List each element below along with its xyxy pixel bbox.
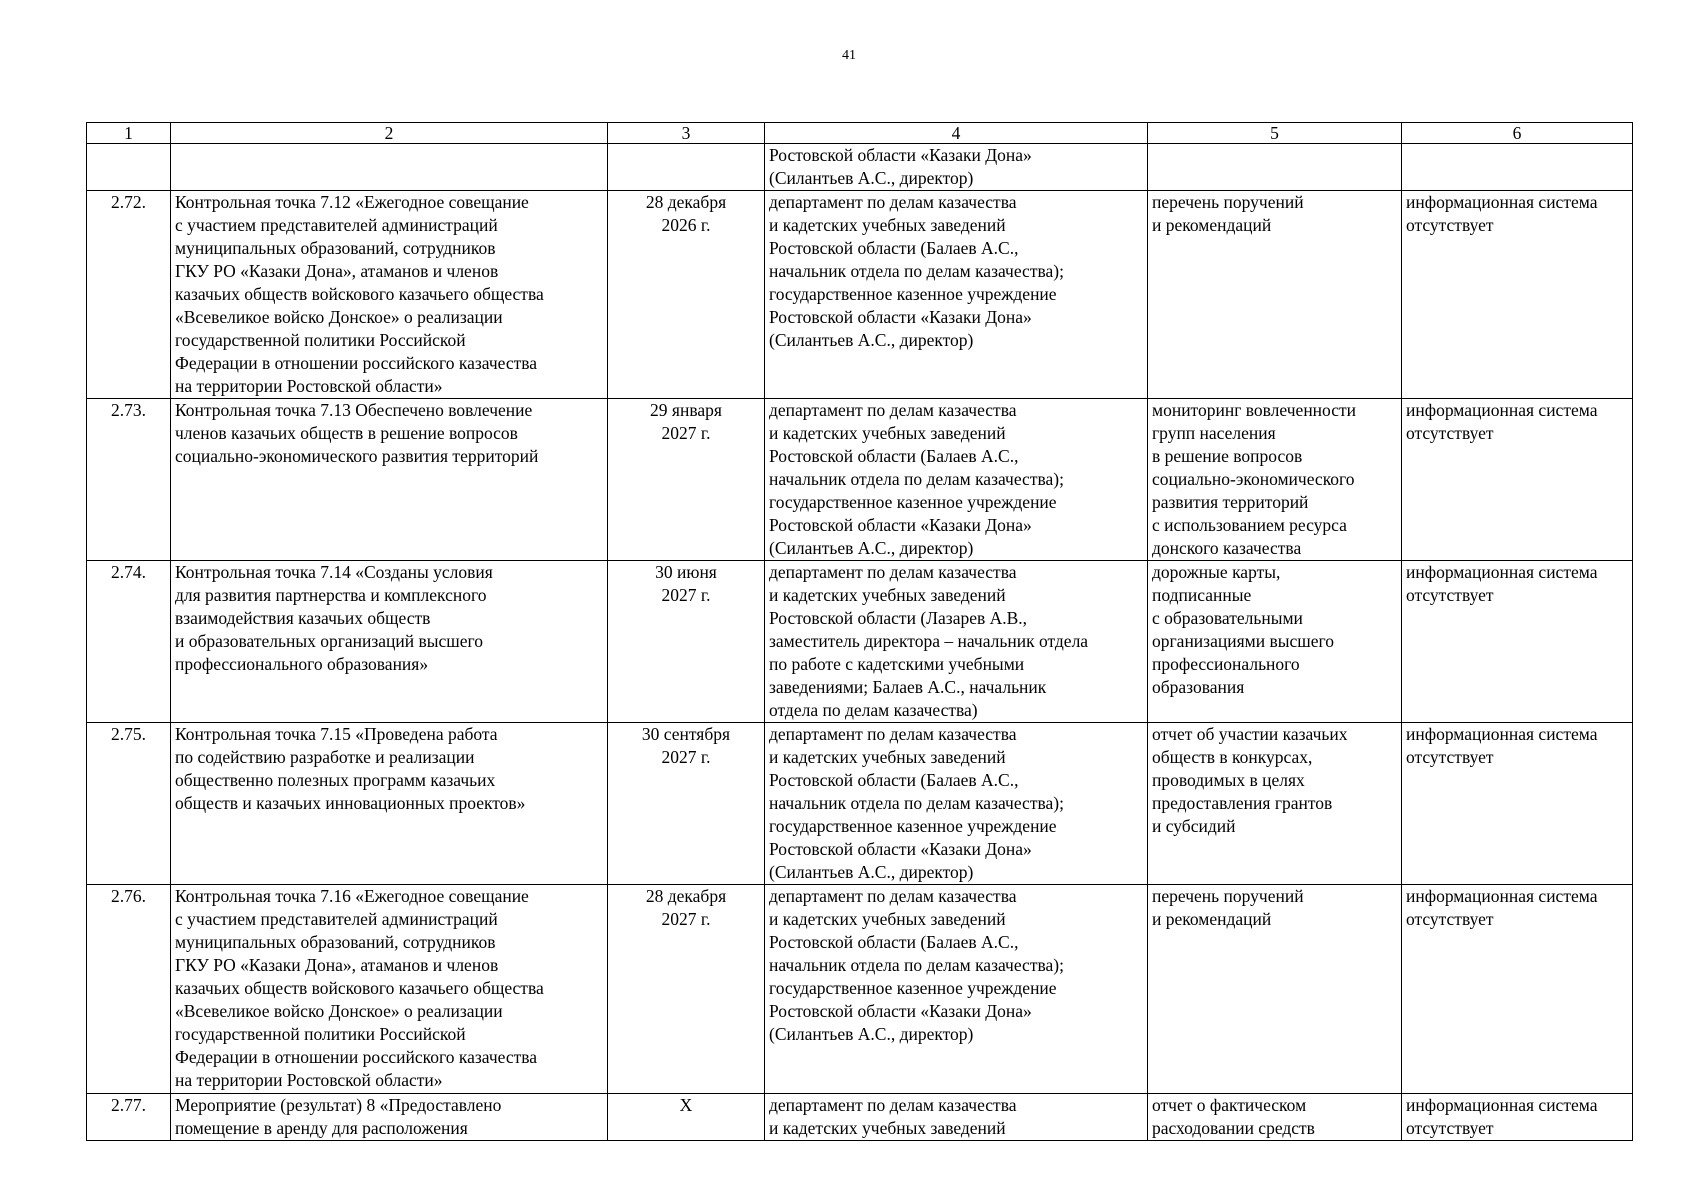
- column-header: 2: [171, 123, 608, 144]
- deadline-date-line: 28 декабря: [645, 192, 727, 212]
- control-point-title-line: взаимодействия казачьих обществ: [175, 608, 431, 628]
- deadline-date: [608, 723, 765, 885]
- responsible-executor-line: и кадетских учебных заведений: [769, 909, 1006, 929]
- responsible-executor-line: (Силантьев А.С., директор): [769, 862, 974, 882]
- column-header: 4: [765, 123, 1148, 144]
- information-system-line: информационная система: [1406, 400, 1598, 420]
- information-system-line: информационная система: [1406, 192, 1598, 212]
- deadline-date-line: 28 декабря: [645, 886, 727, 906]
- control-point-title-line: по содействию разработке и реализации: [175, 747, 475, 767]
- confirming-document-line: перечень поручений: [1152, 886, 1304, 906]
- table-row: [87, 561, 1633, 723]
- responsible-executor: [765, 885, 1148, 1094]
- confirming-document-line: донского казачества: [1152, 538, 1302, 558]
- confirming-document-line: социально-экономического: [1152, 469, 1355, 489]
- confirming-document-line: в решение вопросов: [1152, 446, 1303, 466]
- confirming-document-line: профессионального: [1152, 654, 1300, 674]
- responsible-executor-line: Ростовской области (Лазарев А.В.,: [769, 608, 1028, 628]
- confirming-document: [1148, 399, 1402, 561]
- responsible-executor-line: Ростовской области (Балаев А.С.,: [769, 446, 1019, 466]
- control-point-title-line: Контрольная точка 7.13 Обеспечено вовлечение: [175, 400, 533, 420]
- control-point-title-line: государственной политики Российской: [175, 330, 466, 350]
- confirming-document-line: отчет о фактическом: [1152, 1095, 1307, 1115]
- deadline-date-line: 2026 г.: [661, 215, 711, 235]
- column-header: 6: [1402, 123, 1633, 144]
- control-point-title-line: государственной политики Российской: [175, 1024, 466, 1044]
- control-point-title-line: помещение в аренду для расположения: [175, 1118, 468, 1138]
- responsible-executor-line: по работе с кадетскими учебными: [769, 654, 1025, 674]
- responsible-executor-line: заведениями; Балаев А.С., начальник: [769, 677, 1047, 697]
- information-system: [1402, 885, 1633, 1094]
- control-point-title-line: для развития партнерства и комплексного: [175, 585, 487, 605]
- responsible-executor-line: и кадетских учебных заведений: [769, 1118, 1006, 1138]
- responsible-executor-line: департамент по делам казачества: [769, 724, 1017, 744]
- information-system-line: отсутствует: [1406, 585, 1494, 605]
- control-point-title: [171, 191, 608, 399]
- row-number: [87, 144, 171, 191]
- responsible-executor-line: и кадетских учебных заведений: [769, 747, 1006, 767]
- control-point-title-line: Контрольная точка 7.12 «Ежегодное совещание: [175, 192, 529, 212]
- confirming-document-line: подписанные: [1152, 585, 1252, 605]
- control-point-title: [171, 561, 608, 723]
- deadline-date-line: 2027 г.: [661, 423, 711, 443]
- responsible-executor-line: Ростовской области «Казаки Дона»: [769, 839, 1032, 859]
- control-point-title-line: общественно полезных программ казачьих: [175, 770, 496, 790]
- table-row: [87, 399, 1633, 561]
- control-point-title-line: «Всевеликое войско Донское» о реализации: [175, 307, 503, 327]
- table-row: [87, 1094, 1633, 1141]
- deadline-date-line: 30 июня: [655, 562, 717, 582]
- control-point-title-line: муниципальных образований, сотрудников: [175, 932, 496, 952]
- control-point-title-line: обществ и казачьих инновационных проектов»: [175, 793, 526, 813]
- responsible-executor-line: Ростовской области «Казаки Дона»: [769, 145, 1032, 165]
- control-point-title-line: с участием представителей администраций: [175, 909, 498, 929]
- control-point-title-line: «Всевеликое войско Донское» о реализации: [175, 1001, 503, 1021]
- control-point-title-line: на территории Ростовской области»: [175, 376, 443, 396]
- information-system-line: информационная система: [1406, 562, 1598, 582]
- row-number: 2.75.: [87, 723, 171, 885]
- confirming-document-line: обществ в конкурсах,: [1152, 747, 1313, 767]
- information-system-line: отсутствует: [1406, 909, 1494, 929]
- confirming-document-line: с использованием ресурса: [1152, 515, 1347, 535]
- table-row: [87, 144, 1633, 191]
- information-system: [1402, 1094, 1633, 1141]
- confirming-document-line: групп населения: [1152, 423, 1276, 443]
- control-point-title-line: Федерации в отношении российского казачества: [175, 1047, 538, 1067]
- responsible-executor: [765, 191, 1148, 399]
- table-row: [87, 191, 1633, 399]
- header-row: [87, 123, 1633, 144]
- information-system-line: отсутствует: [1406, 215, 1494, 235]
- confirming-document: [1148, 1094, 1402, 1141]
- control-point-title-line: с участием представителей администраций: [175, 215, 498, 235]
- responsible-executor: [765, 1094, 1148, 1141]
- information-system-line: отсутствует: [1406, 423, 1494, 443]
- control-point-title-line: Контрольная точка 7.15 «Проведена работа: [175, 724, 498, 744]
- control-point-title: [171, 399, 608, 561]
- responsible-executor-line: Ростовской области (Балаев А.С.,: [769, 932, 1019, 952]
- responsible-executor-line: отдела по делам казачества): [769, 700, 978, 720]
- control-points-table: [86, 122, 1633, 1141]
- confirming-document-line: и субсидий: [1152, 816, 1236, 836]
- table-row: [87, 885, 1633, 1094]
- responsible-executor-line: и кадетских учебных заведений: [769, 423, 1006, 443]
- deadline-date-line: 29 января: [650, 400, 722, 420]
- responsible-executor-line: (Силантьев А.С., директор): [769, 330, 974, 350]
- information-system-line: отсутствует: [1406, 1118, 1494, 1138]
- deadline-date-line: 2027 г.: [661, 585, 711, 605]
- responsible-executor-line: департамент по делам казачества: [769, 886, 1017, 906]
- information-system: [1402, 561, 1633, 723]
- confirming-document-line: отчет об участии казачьих: [1152, 724, 1348, 744]
- information-system-line: информационная система: [1406, 886, 1598, 906]
- confirming-document-line: перечень поручений: [1152, 192, 1304, 212]
- responsible-executor-line: Ростовской области (Балаев А.С.,: [769, 238, 1019, 258]
- confirming-document-line: проводимых в целях: [1152, 770, 1305, 790]
- confirming-document-line: предоставления грантов: [1152, 793, 1333, 813]
- control-point-title-line: социально-экономического развития территорий: [175, 446, 539, 466]
- control-point-title-line: Контрольная точка 7.14 «Созданы условия: [175, 562, 493, 582]
- confirming-document-line: с образовательными: [1152, 608, 1303, 628]
- page-number: 41: [842, 48, 856, 63]
- responsible-executor-line: государственное казенное учреждение: [769, 492, 1057, 512]
- control-point-title-line: ГКУ РО «Казаки Дона», атаманов и членов: [175, 955, 499, 975]
- responsible-executor-line: Ростовской области «Казаки Дона»: [769, 1001, 1032, 1021]
- column-header: 1: [87, 123, 171, 144]
- responsible-executor-line: (Силантьев А.С., директор): [769, 1024, 974, 1044]
- responsible-executor-line: департамент по делам казачества: [769, 400, 1017, 420]
- deadline-date-line: 2027 г.: [661, 909, 711, 929]
- confirming-document-line: мониторинг вовлеченности: [1152, 400, 1357, 420]
- control-point-title: [171, 144, 608, 191]
- confirming-document-line: образования: [1152, 677, 1245, 697]
- control-point-title-line: и образовательных организаций высшего: [175, 631, 484, 651]
- responsible-executor: [765, 723, 1148, 885]
- deadline-date: [608, 1094, 765, 1141]
- information-system-line: информационная система: [1406, 724, 1598, 744]
- control-point-title: [171, 723, 608, 885]
- responsible-executor-line: государственное казенное учреждение: [769, 284, 1057, 304]
- information-system: [1402, 144, 1633, 191]
- responsible-executor-line: государственное казенное учреждение: [769, 978, 1057, 998]
- deadline-date: [608, 144, 765, 191]
- control-point-title: [171, 885, 608, 1094]
- information-system: [1402, 399, 1633, 561]
- confirming-document-line: развития территорий: [1152, 492, 1309, 512]
- confirming-document: [1148, 191, 1402, 399]
- deadline-date-line: 2027 г.: [661, 747, 711, 767]
- row-number: 2.76.: [87, 885, 171, 1094]
- responsible-executor-line: заместитель директора – начальник отдела: [769, 631, 1089, 651]
- control-point-title-line: членов казачьих обществ в решение вопросов: [175, 423, 518, 443]
- confirming-document-line: и рекомендаций: [1152, 909, 1272, 929]
- deadline-date: [608, 885, 765, 1094]
- responsible-executor-line: и кадетских учебных заведений: [769, 215, 1006, 235]
- responsible-executor: [765, 561, 1148, 723]
- responsible-executor: [765, 399, 1148, 561]
- control-point-title-line: муниципальных образований, сотрудников: [175, 238, 496, 258]
- information-system-line: информационная система: [1406, 1095, 1598, 1115]
- responsible-executor-line: начальник отдела по делам казачества);: [769, 793, 1064, 813]
- control-point-title-line: профессионального образования»: [175, 654, 429, 674]
- confirming-document: [1148, 561, 1402, 723]
- confirming-document-line: и рекомендаций: [1152, 215, 1272, 235]
- deadline-date-line: Х: [679, 1095, 693, 1115]
- responsible-executor-line: департамент по делам казачества: [769, 1095, 1017, 1115]
- information-system: [1402, 723, 1633, 885]
- control-point-title-line: Федерации в отношении российского казачества: [175, 353, 538, 373]
- responsible-executor-line: начальник отдела по делам казачества);: [769, 261, 1064, 281]
- information-system: [1402, 191, 1633, 399]
- responsible-executor-line: Ростовской области «Казаки Дона»: [769, 515, 1032, 535]
- table-row: [87, 723, 1633, 885]
- control-point-title-line: казачьих обществ войскового казачьего общества: [175, 978, 544, 998]
- control-point-title-line: на территории Ростовской области»: [175, 1070, 443, 1090]
- deadline-date-line: 30 сентября: [641, 724, 731, 744]
- responsible-executor-line: департамент по делам казачества: [769, 562, 1017, 582]
- control-point-title: [171, 1094, 608, 1141]
- confirming-document-line: дорожные карты,: [1152, 562, 1281, 582]
- responsible-executor-line: Ростовской области (Балаев А.С.,: [769, 770, 1019, 790]
- responsible-executor-line: государственное казенное учреждение: [769, 816, 1057, 836]
- responsible-executor-line: Ростовской области «Казаки Дона»: [769, 307, 1032, 327]
- control-point-title-line: Мероприятие (результат) 8 «Предоставлено: [175, 1095, 502, 1115]
- responsible-executor-line: и кадетских учебных заведений: [769, 585, 1006, 605]
- deadline-date: [608, 191, 765, 399]
- responsible-executor-line: начальник отдела по делам казачества);: [769, 955, 1064, 975]
- deadline-date: [608, 561, 765, 723]
- confirming-document: [1148, 723, 1402, 885]
- row-number: 2.73.: [87, 399, 171, 561]
- control-point-title-line: ГКУ РО «Казаки Дона», атаманов и членов: [175, 261, 499, 281]
- responsible-executor: [765, 144, 1148, 191]
- row-number: 2.77.: [87, 1094, 171, 1141]
- control-point-title-line: Контрольная точка 7.16 «Ежегодное совещание: [175, 886, 529, 906]
- responsible-executor-line: начальник отдела по делам казачества);: [769, 469, 1064, 489]
- responsible-executor-line: (Силантьев А.С., директор): [769, 538, 974, 558]
- row-number: 2.72.: [87, 191, 171, 399]
- control-point-title-line: казачьих обществ войскового казачьего общества: [175, 284, 544, 304]
- confirming-document-line: организациями высшего: [1152, 631, 1334, 651]
- confirming-document: [1148, 885, 1402, 1094]
- responsible-executor-line: департамент по делам казачества: [769, 192, 1017, 212]
- confirming-document-line: расходовании средств: [1152, 1118, 1315, 1138]
- confirming-document: [1148, 144, 1402, 191]
- deadline-date: [608, 399, 765, 561]
- information-system-line: отсутствует: [1406, 747, 1494, 767]
- responsible-executor-line: (Силантьев А.С., директор): [769, 168, 974, 188]
- column-header: 3: [608, 123, 765, 144]
- column-header: 5: [1148, 123, 1402, 144]
- row-number: 2.74.: [87, 561, 171, 723]
